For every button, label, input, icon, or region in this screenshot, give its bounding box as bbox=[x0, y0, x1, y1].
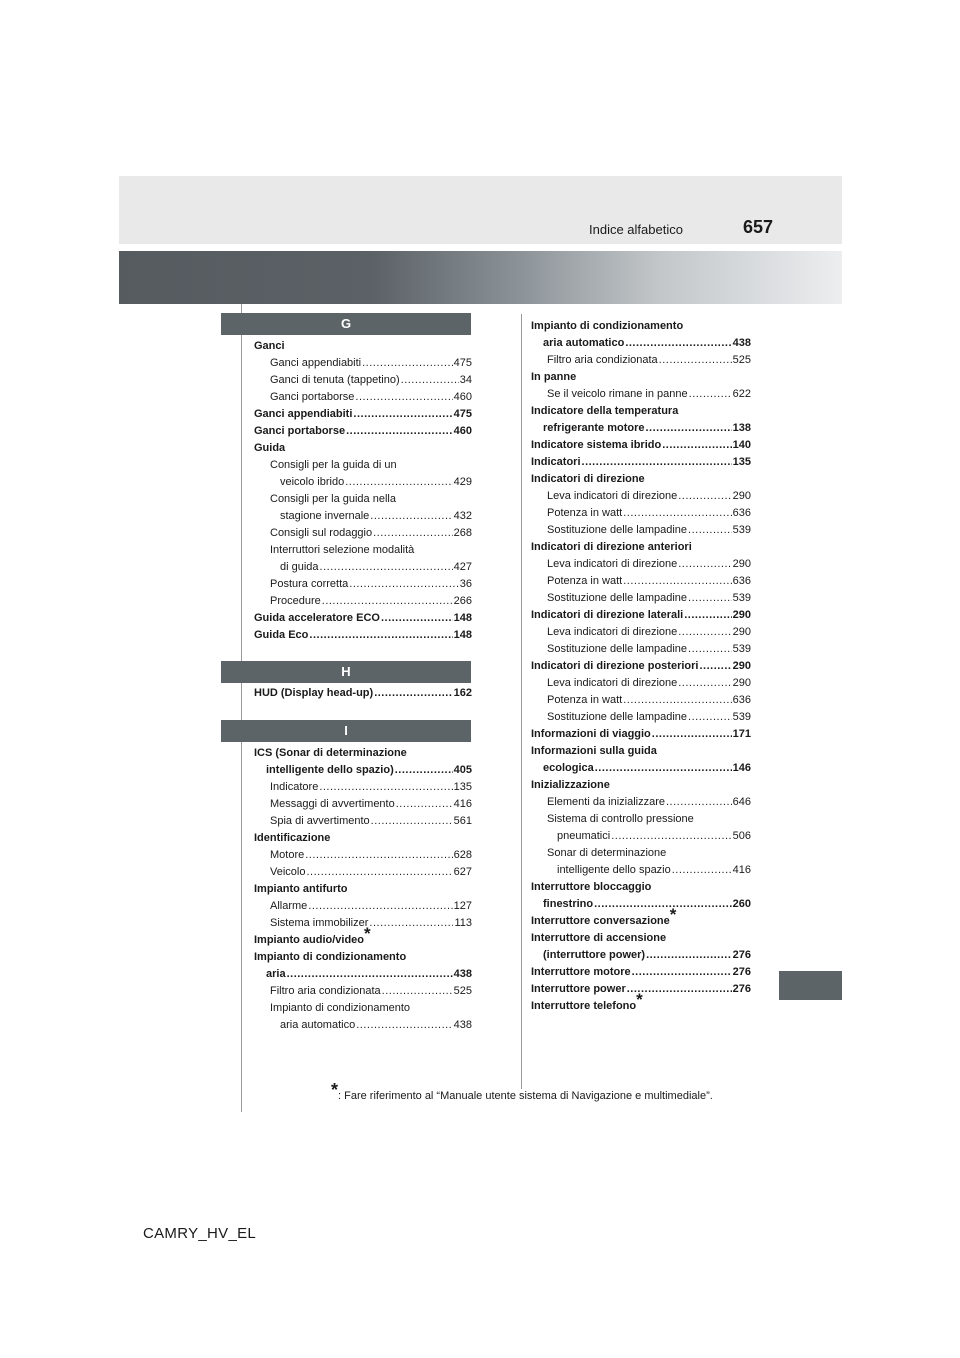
index-entry: Sostituzione delle lampadine ..... 539 bbox=[531, 709, 751, 726]
index-heading: Impianto antifurto bbox=[254, 883, 348, 895]
section-title: Indice alfabetico bbox=[589, 222, 683, 237]
index-entry: Guida acceleratore ECO ..... 148 bbox=[254, 610, 472, 627]
index-entry: Leva indicatori di direzione ..... 290 bbox=[531, 488, 751, 505]
index-entry: stagione invernale ..... 432 bbox=[254, 508, 472, 525]
index-entry: Indicatore sistema ibrido ..... 140 bbox=[531, 437, 751, 454]
index-heading: Interruttore di accensione bbox=[531, 932, 667, 944]
footnote-star: * bbox=[636, 990, 643, 1009]
index-entry: aria ..... 438 bbox=[254, 966, 472, 983]
index-entry: Allarme ..... 127 bbox=[254, 898, 472, 915]
index-entry: Interruttore power ..... 276 bbox=[531, 981, 751, 998]
column-divider-left bbox=[241, 304, 242, 1112]
index-entry: (interruttore power) ..... 276 bbox=[531, 947, 751, 964]
index-heading: Inizializzazione bbox=[531, 779, 610, 791]
index-entry: Procedure ..... 266 bbox=[254, 593, 472, 610]
index-heading: Indicatore della temperatura bbox=[531, 405, 679, 417]
chapter-side-tab bbox=[779, 971, 842, 1000]
index-subentry: Interruttori selezione modalità bbox=[270, 544, 415, 556]
index-entry: Potenza in watt ..... 636 bbox=[531, 573, 751, 590]
index-entry: Se il veicolo rimane in panne ..... 622 bbox=[531, 386, 751, 403]
index-entry: Postura corretta ..... 36 bbox=[254, 576, 472, 593]
index-column-right bbox=[531, 318, 751, 1015]
footnote-star: * bbox=[364, 924, 371, 943]
index-entry: ecologica ..... 146 bbox=[531, 760, 751, 777]
page-number: 657 bbox=[743, 217, 774, 237]
column-divider-middle bbox=[521, 314, 522, 1089]
index-entry: Messaggi di avvertimento ..... 416 bbox=[254, 796, 472, 813]
index-entry: Leva indicatori di direzione ..... 290 bbox=[531, 624, 751, 641]
index-heading: Ganci bbox=[254, 340, 285, 352]
group-header-g: G bbox=[221, 313, 471, 335]
index-heading: Identificazione bbox=[254, 832, 331, 844]
index-heading: ICS (Sonar di determinazione bbox=[254, 747, 407, 759]
index-entry: Indicatori di direzione laterali ..... 290 bbox=[531, 607, 751, 624]
index-entry: Indicatori di direzione posteriori ..... 290 bbox=[531, 658, 751, 675]
index-entry: aria automatico ..... 438 bbox=[531, 335, 751, 352]
index-entry: aria automatico ..... 438 bbox=[254, 1017, 472, 1034]
index-column-left-h bbox=[254, 685, 472, 702]
index-entry: Filtro aria condizionata ..... 525 bbox=[531, 352, 751, 369]
index-heading: Informazioni sulla guida bbox=[531, 745, 657, 757]
index-entry: finestrino ..... 260 bbox=[531, 896, 751, 913]
index-entry: Spia di avvertimento ..... 561 bbox=[254, 813, 472, 830]
index-heading: Indicatori di direzione bbox=[531, 473, 645, 485]
footnote-star: * bbox=[669, 905, 677, 924]
index-entry: Guida Eco ..... 148 bbox=[254, 627, 472, 644]
header-gradient-band bbox=[119, 251, 842, 304]
header-bar bbox=[119, 176, 842, 244]
index-entry: Ganci portaborse ..... 460 bbox=[254, 423, 472, 440]
index-entry: Ganci appendiabiti ..... 475 bbox=[254, 406, 472, 423]
footnote bbox=[331, 1080, 713, 1102]
index-heading: Guida bbox=[254, 442, 286, 454]
index-heading: Interruttore bloccaggio bbox=[531, 881, 652, 893]
group-header-h: H bbox=[221, 661, 471, 683]
index-heading: Impianto di condizionamento bbox=[254, 951, 407, 963]
index-entry: Ganci di tenuta (tappetino) ..... 34 bbox=[254, 372, 472, 389]
index-entry: Indicatori ..... 135 bbox=[531, 454, 751, 471]
index-heading: Impianto di condizionamento bbox=[531, 320, 684, 332]
index-entry: Filtro aria condizionata ..... 525 bbox=[254, 983, 472, 1000]
group-header-i: I bbox=[221, 720, 471, 742]
model-code: CAMRY_HV_EL bbox=[143, 1225, 257, 1242]
index-entry: Motore ..... 628 bbox=[254, 847, 472, 864]
index-entry: Ganci appendiabiti ..... 475 bbox=[254, 355, 472, 372]
index-entry: intelligente dello spazio) ..... 405 bbox=[254, 762, 472, 779]
index-heading: Impianto audio/video* bbox=[254, 924, 371, 946]
index-entry: Consigli sul rodaggio ..... 268 bbox=[254, 525, 472, 542]
index-entry: refrigerante motore ..... 138 bbox=[531, 420, 751, 437]
index-heading: Interruttore conversazione* bbox=[531, 905, 677, 927]
index-subentry: Impianto di condizionamento bbox=[270, 1002, 411, 1014]
index-column-left-i bbox=[254, 745, 472, 1034]
index-entry: Veicolo ..... 627 bbox=[254, 864, 472, 881]
index-heading: Indicatori di direzione anteriori bbox=[531, 541, 692, 553]
index-entry: Sostituzione delle lampadine ..... 539 bbox=[531, 641, 751, 658]
index-entry: Sostituzione delle lampadine ..... 539 bbox=[531, 522, 751, 539]
index-subentry: Sonar di determinazione bbox=[547, 847, 667, 859]
index-entry: Leva indicatori di direzione ..... 290 bbox=[531, 556, 751, 573]
index-heading: In panne bbox=[531, 371, 577, 383]
index-entry: Elementi da inizializzare ..... 646 bbox=[531, 794, 751, 811]
index-entry: intelligente dello spazio ..... 416 bbox=[531, 862, 751, 879]
index-entry: Potenza in watt ..... 636 bbox=[531, 692, 751, 709]
footnote-text: : Fare riferimento al “Manuale utente sistema di Navigazione e multimediale”. bbox=[338, 1090, 713, 1102]
index-subentry: Consigli per la guida nella bbox=[270, 493, 396, 505]
index-entry: di guida ..... 427 bbox=[254, 559, 472, 576]
index-entry: Potenza in watt ..... 636 bbox=[531, 505, 751, 522]
index-heading: Interruttore telefono* bbox=[531, 990, 643, 1012]
index-entry: pneumatici ..... 506 bbox=[531, 828, 751, 845]
index-entry: Indicatore ..... 135 bbox=[254, 779, 472, 796]
index-entry: Interruttore motore ..... 276 bbox=[531, 964, 751, 981]
index-entry: Sistema immobilizer ..... 113 bbox=[254, 915, 472, 932]
index-subentry: Sistema di controllo pressione bbox=[547, 813, 694, 825]
index-entry: Informazioni di viaggio ..... 171 bbox=[531, 726, 751, 743]
index-entry: veicolo ibrido ..... 429 bbox=[254, 474, 472, 491]
index-column-left-g bbox=[254, 338, 472, 644]
footnote-star: * bbox=[331, 1080, 339, 1100]
index-entry: Ganci portaborse ..... 460 bbox=[254, 389, 472, 406]
index-entry: Sostituzione delle lampadine ..... 539 bbox=[531, 590, 751, 607]
index-entry: HUD (Display head-up) ..... 162 bbox=[254, 685, 472, 702]
index-entry: Leva indicatori di direzione ..... 290 bbox=[531, 675, 751, 692]
index-subentry: Consigli per la guida di un bbox=[270, 459, 397, 471]
